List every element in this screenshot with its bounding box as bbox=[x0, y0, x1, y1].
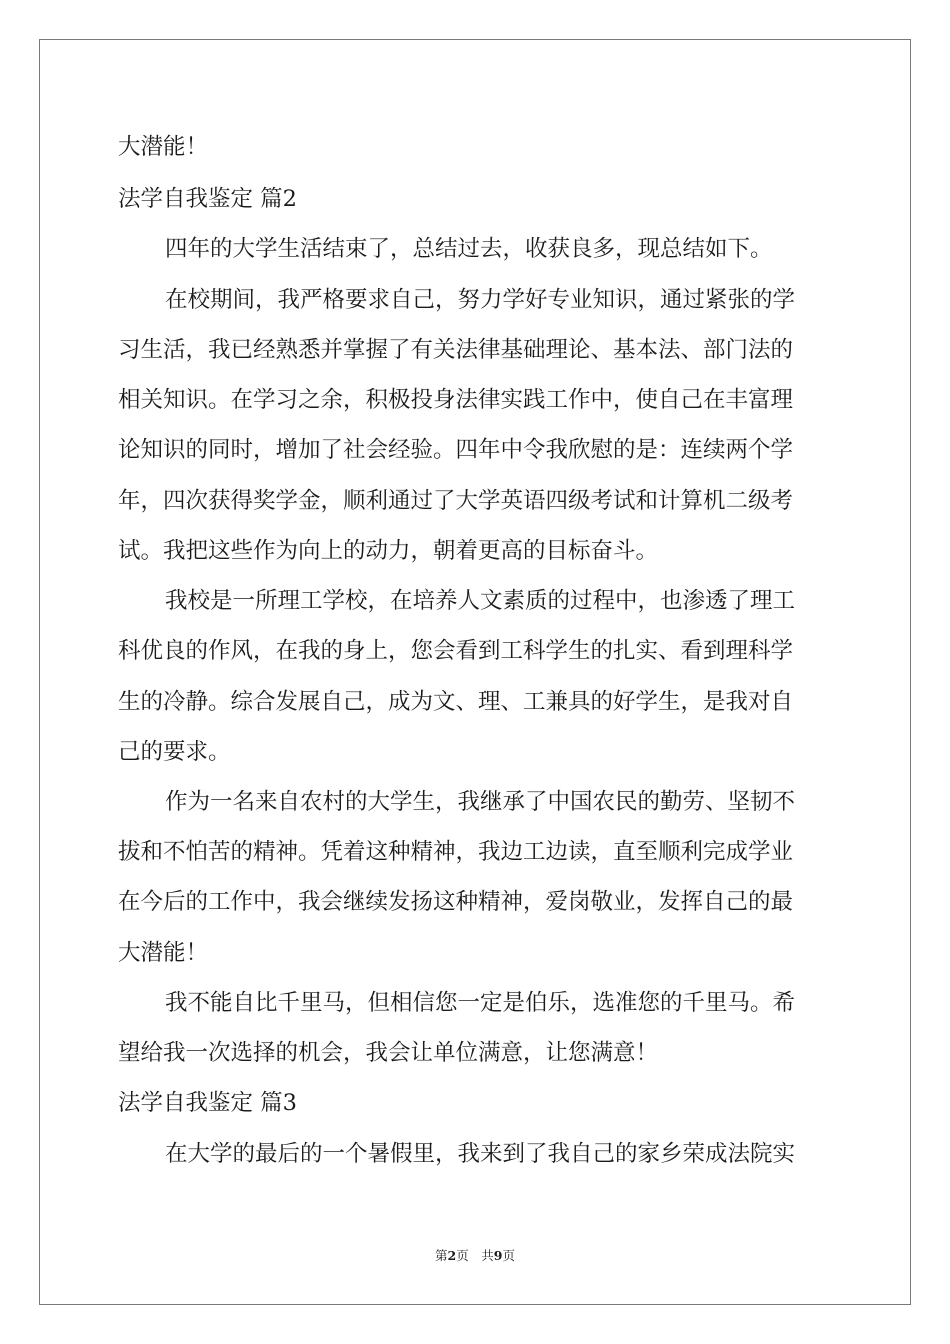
page-suffix: 页 bbox=[502, 1248, 515, 1263]
paragraph-line: 相关知识。在学习之余，积极投身法律实践工作中，使自己在丰富理 bbox=[118, 387, 794, 413]
paragraph-line: 试。我把这些作为向上的动力，朝着更高的目标奋斗。 bbox=[118, 538, 659, 564]
page-current: 2 bbox=[447, 1248, 457, 1263]
paragraph-line: 论知识的同时，增加了社会经验。四年中令我欣慰的是：连续两个学 bbox=[118, 437, 794, 463]
paragraph-line: 生的冷静。综合发展自己，成为文、理、工兼具的好学生，是我对自 bbox=[118, 689, 794, 715]
paragraph-line: 在大学的最后的一个暑假里，我来到了我自己的家乡荣成法院实 bbox=[165, 1141, 796, 1167]
text-line: 大潜能！ bbox=[118, 134, 209, 160]
paragraph-line: 习生活，我已经熟悉并掌握了有关法律基础理论、基本法、部门法的 bbox=[118, 337, 794, 363]
paragraph-line: 在校期间，我严格要求自己，努力学好专业知识，通过紧张的学 bbox=[165, 287, 796, 313]
paragraph-line: 己的要求。 bbox=[118, 739, 231, 765]
section-heading: 法学自我鉴定 篇3 bbox=[118, 1090, 297, 1116]
page-footer bbox=[0, 1246, 950, 1264]
page-mid: 页 共 bbox=[456, 1248, 494, 1263]
paragraph-line: 望给我一次选择的机会，我会让单位满意，让您满意！ bbox=[118, 1040, 659, 1066]
paragraph-line: 大潜能！ bbox=[118, 940, 209, 966]
paragraph-line: 我不能自比千里马，但相信您一定是伯乐，选准您的千里马。希 bbox=[165, 990, 796, 1016]
paragraph-line: 作为一名来自农村的大学生，我继承了中国农民的勤劳、坚韧不 bbox=[165, 789, 796, 815]
paragraph-line: 年，四次获得奖学金，顺利通过了大学英语四级考试和计算机二级考 bbox=[118, 488, 794, 514]
section-heading: 法学自我鉴定 篇2 bbox=[118, 186, 297, 212]
paragraph-line: 四年的大学生活结束了，总结过去，收获良多，现总结如下。 bbox=[165, 236, 773, 262]
paragraph-line: 在今后的工作中，我会继续发扬这种精神，爱岗敬业，发挥自己的最 bbox=[118, 889, 794, 915]
page-total: 9 bbox=[493, 1248, 503, 1263]
page-prefix: 第 bbox=[435, 1248, 448, 1263]
paragraph-line: 拔和不怕苦的精神。凭着这种精神，我边工边读，直至顺利完成学业 bbox=[118, 839, 794, 865]
paragraph-line: 我校是一所理工学校，在培养人文素质的过程中，也渗透了理工 bbox=[165, 588, 796, 614]
paragraph-line: 科优良的作风，在我的身上，您会看到工科学生的扎实、看到理科学 bbox=[118, 638, 794, 664]
